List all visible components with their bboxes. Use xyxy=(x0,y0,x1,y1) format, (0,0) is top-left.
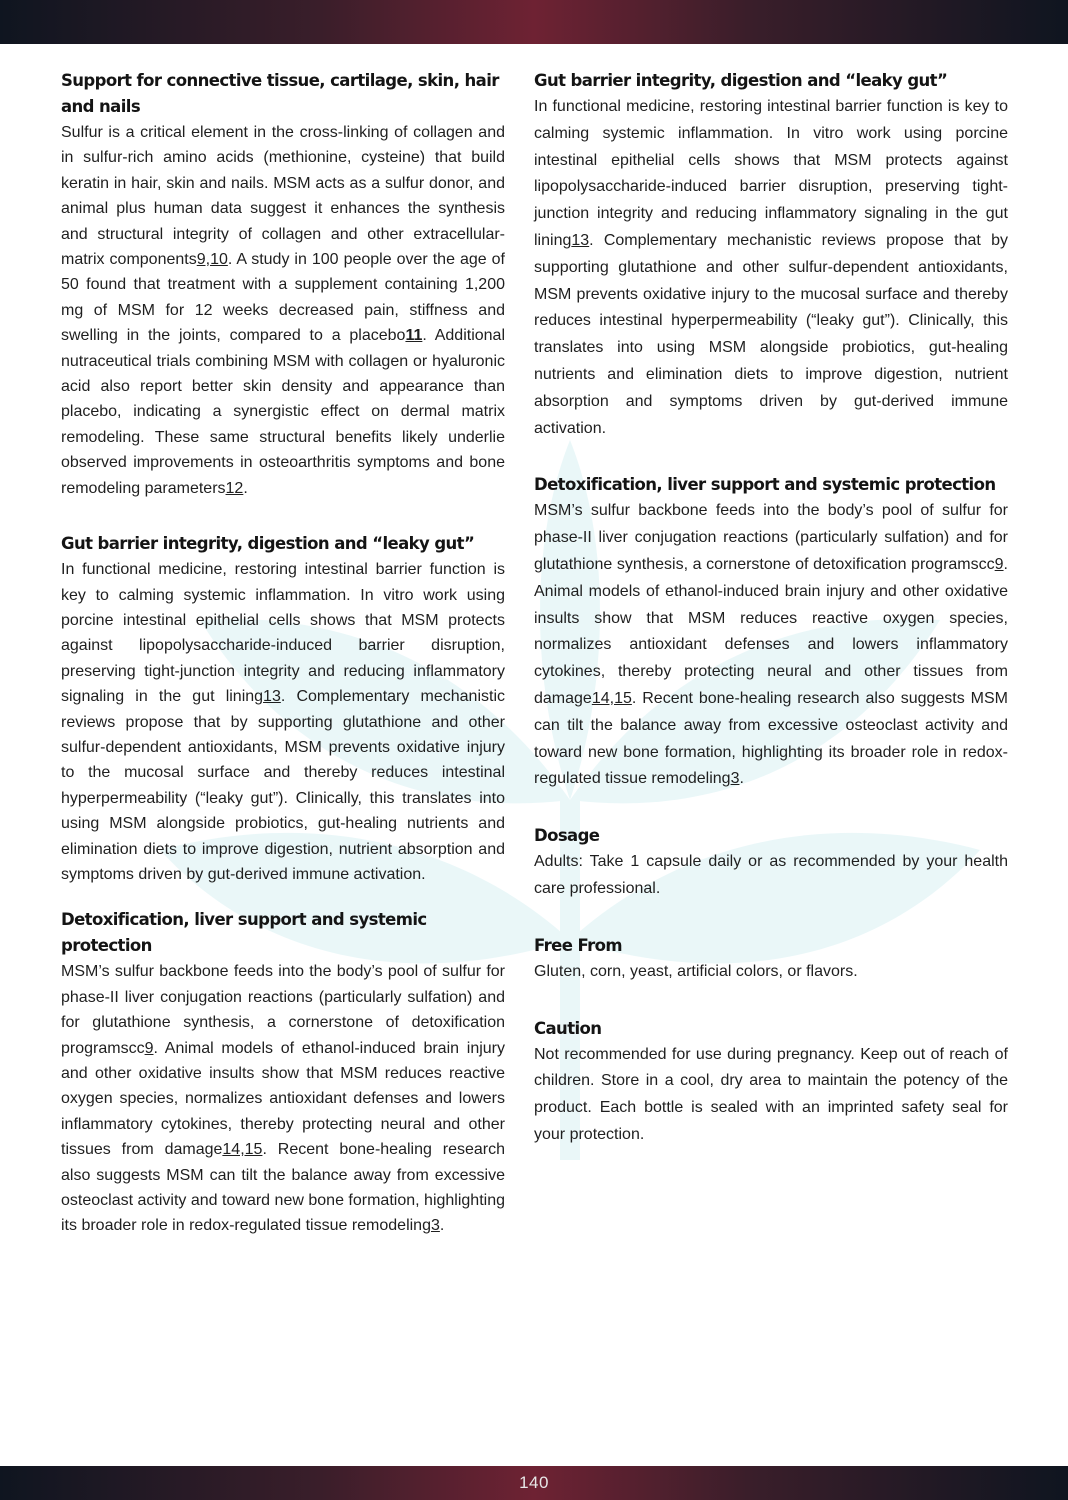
gut-barrier-section xyxy=(61,531,505,887)
section-paragraph: In functional medicine, restoring intestinal barrier function is key to calming systemic inflammation. In vitro work using porcine intestinal epithelial cells shows that MSM protects against lipopolysaccharide-induced barrier disruption, preserving tight-junction integrity and reducing inflammatory signaling in the gut lining13. Complementary mechanistic reviews propose that by supporting glutathione and other sulfur-dependent antioxidants, MSM prevents oxidative injury to the mucosal surface and thereby reduces intestinal hyperpermeability (“leaky gut”). Clinically, this translates into using MSM alongside probiotics, gut-healing nutrients and elimination diets to improve digestion, nutrient absorption and symptoms driven by gut-derived immune activation. xyxy=(61,561,505,883)
section-paragraph: Not recommended for use during pregnancy. Keep out of reach of children. Store in a cool, dry area to maintain the potency of the product. Each bottle is sealed with an imprinted safety seal for your protection. xyxy=(534,1045,1008,1143)
detox-section xyxy=(534,472,1008,793)
citation-link[interactable]: 9 xyxy=(144,1039,154,1057)
section-paragraph: In functional medicine, restoring intestinal barrier function is key to calming systemic inflammation. In vitro work using porcine intestinal epithelial cells shows that MSM protects against lipopolysaccharide-induced barrier disruption, preserving tight-junction integrity and reducing inflammatory signaling in the gut lining13. Complementary mechanistic reviews propose that by supporting glutathione and other sulfur-dependent antioxidants, MSM prevents oxidative injury to the mucosal surface and thereby reduces intestinal hyperpermeability (“leaky gut”). Clinically, this translates into using MSM alongside probiotics, gut-healing nutrients and elimination diets to improve digestion, nutrient absorption and symptoms driven by gut-derived immune activation. xyxy=(534,98,1008,437)
gut-barrier-section xyxy=(534,68,1008,442)
dosage-section xyxy=(534,823,1008,903)
citation-link[interactable]: 13 xyxy=(571,231,590,249)
connective-tissue-section xyxy=(61,68,505,501)
caution-section xyxy=(534,1016,1008,1149)
section-paragraph: MSM’s sulfur backbone feeds into the body’s pool of sulfur for phase-II liver conjugation reactions (particularly sulfation) and for glutathione synthesis, a cornerstone of detoxification programscc9. Animal models of ethanol-induced brain injury and other oxidative insults show that MSM reduces reactive oxygen species, normalizes antioxidant defenses and lowers inflammatory cytokines, thereby protecting neural and other tissues from damage14,15. Recent bone-healing research also suggests MSM can tilt the balance away from excessive osteoclast activity and toward new bone formation, highlighting its broader role in redox-regulated tissue remodeling3. xyxy=(534,502,1008,788)
citation-link[interactable]: 9 xyxy=(994,555,1004,573)
citation-link[interactable]: 12 xyxy=(225,479,244,497)
left-column xyxy=(61,68,505,1259)
section-heading: Dosage xyxy=(534,826,600,846)
section-paragraph: MSM’s sulfur backbone feeds into the body’s pool of sulfur for phase-II liver conjugation reactions (particularly sulfation) and for glutathione synthesis, a cornerstone of detoxification programscc9. Animal models of ethanol-induced brain injury and other oxidative insults show that MSM reduces reactive oxygen species, normalizes antioxidant defenses and lowers inflammatory cytokines, thereby protecting neural and other tissues from damage14,15. Recent bone-healing research also suggests MSM can tilt the balance away from excessive osteoclast activity and toward new bone formation, highlighting its broader role in redox-regulated tissue remodeling3. xyxy=(61,963,505,1235)
section-paragraph: Gluten, corn, yeast, artificial colors, or flavors. xyxy=(534,962,858,980)
citation-link[interactable]: 13 xyxy=(263,688,281,706)
citation-link[interactable]: 3 xyxy=(730,770,740,788)
right-column xyxy=(534,68,1008,1169)
section-heading: Free From xyxy=(534,935,622,955)
section-heading: Gut barrier integrity, digestion and “leaky gut” xyxy=(534,71,948,90)
citation-link[interactable]: 9,10 xyxy=(196,251,228,269)
section-paragraph: Adults: Take 1 capsule daily or as recommended by your health care professional. xyxy=(534,853,1008,897)
section-paragraph: Sulfur is a critical element in the cross-linking of collagen and in sulfur-rich amino acids (methionine, cysteine) that build keratin in hair, skin and nails. MSM acts as a sulfur donor, and animal plus human data suggest it enhances the synthesis and structural integrity of collagen and other extracellular-matrix components9,10. A study in 100 people over the age of 50 found that treatment with a supplement containing 1,200 mg of MSM for 12 weeks decreased pain, stiffness and swelling in the joints, compared to a placebo11. Additional nutraceutical trials combining MSM with collagen or hyaluronic acid also report better skin density and appearance than placebo, indicating a synergistic effect on dermal matrix remodeling. These same structural benefits likely underlie observed improvements in osteoarthritis symptoms and bone remodeling parameters12. xyxy=(61,124,505,497)
section-heading: Support for connective tissue, cartilage, skin, hair and nails xyxy=(61,71,499,116)
citation-link[interactable]: 11 xyxy=(405,327,423,345)
top-banner xyxy=(0,0,1068,44)
detox-section xyxy=(61,907,505,1238)
citation-link[interactable]: 14,15 xyxy=(591,689,632,707)
citation-link[interactable]: 3 xyxy=(430,1217,440,1235)
section-heading: Detoxification, liver support and systemic protection xyxy=(534,475,996,495)
bottom-banner xyxy=(0,1466,1068,1500)
section-heading: Gut barrier integrity, digestion and “leaky gut” xyxy=(61,534,475,554)
section-heading: Caution xyxy=(534,1018,602,1038)
citation-link[interactable]: 14,15 xyxy=(222,1141,263,1159)
free-from-section xyxy=(534,933,1008,986)
section-heading: Detoxification, liver support and systemic protection xyxy=(61,910,427,956)
page-number: 140 xyxy=(519,1473,549,1492)
